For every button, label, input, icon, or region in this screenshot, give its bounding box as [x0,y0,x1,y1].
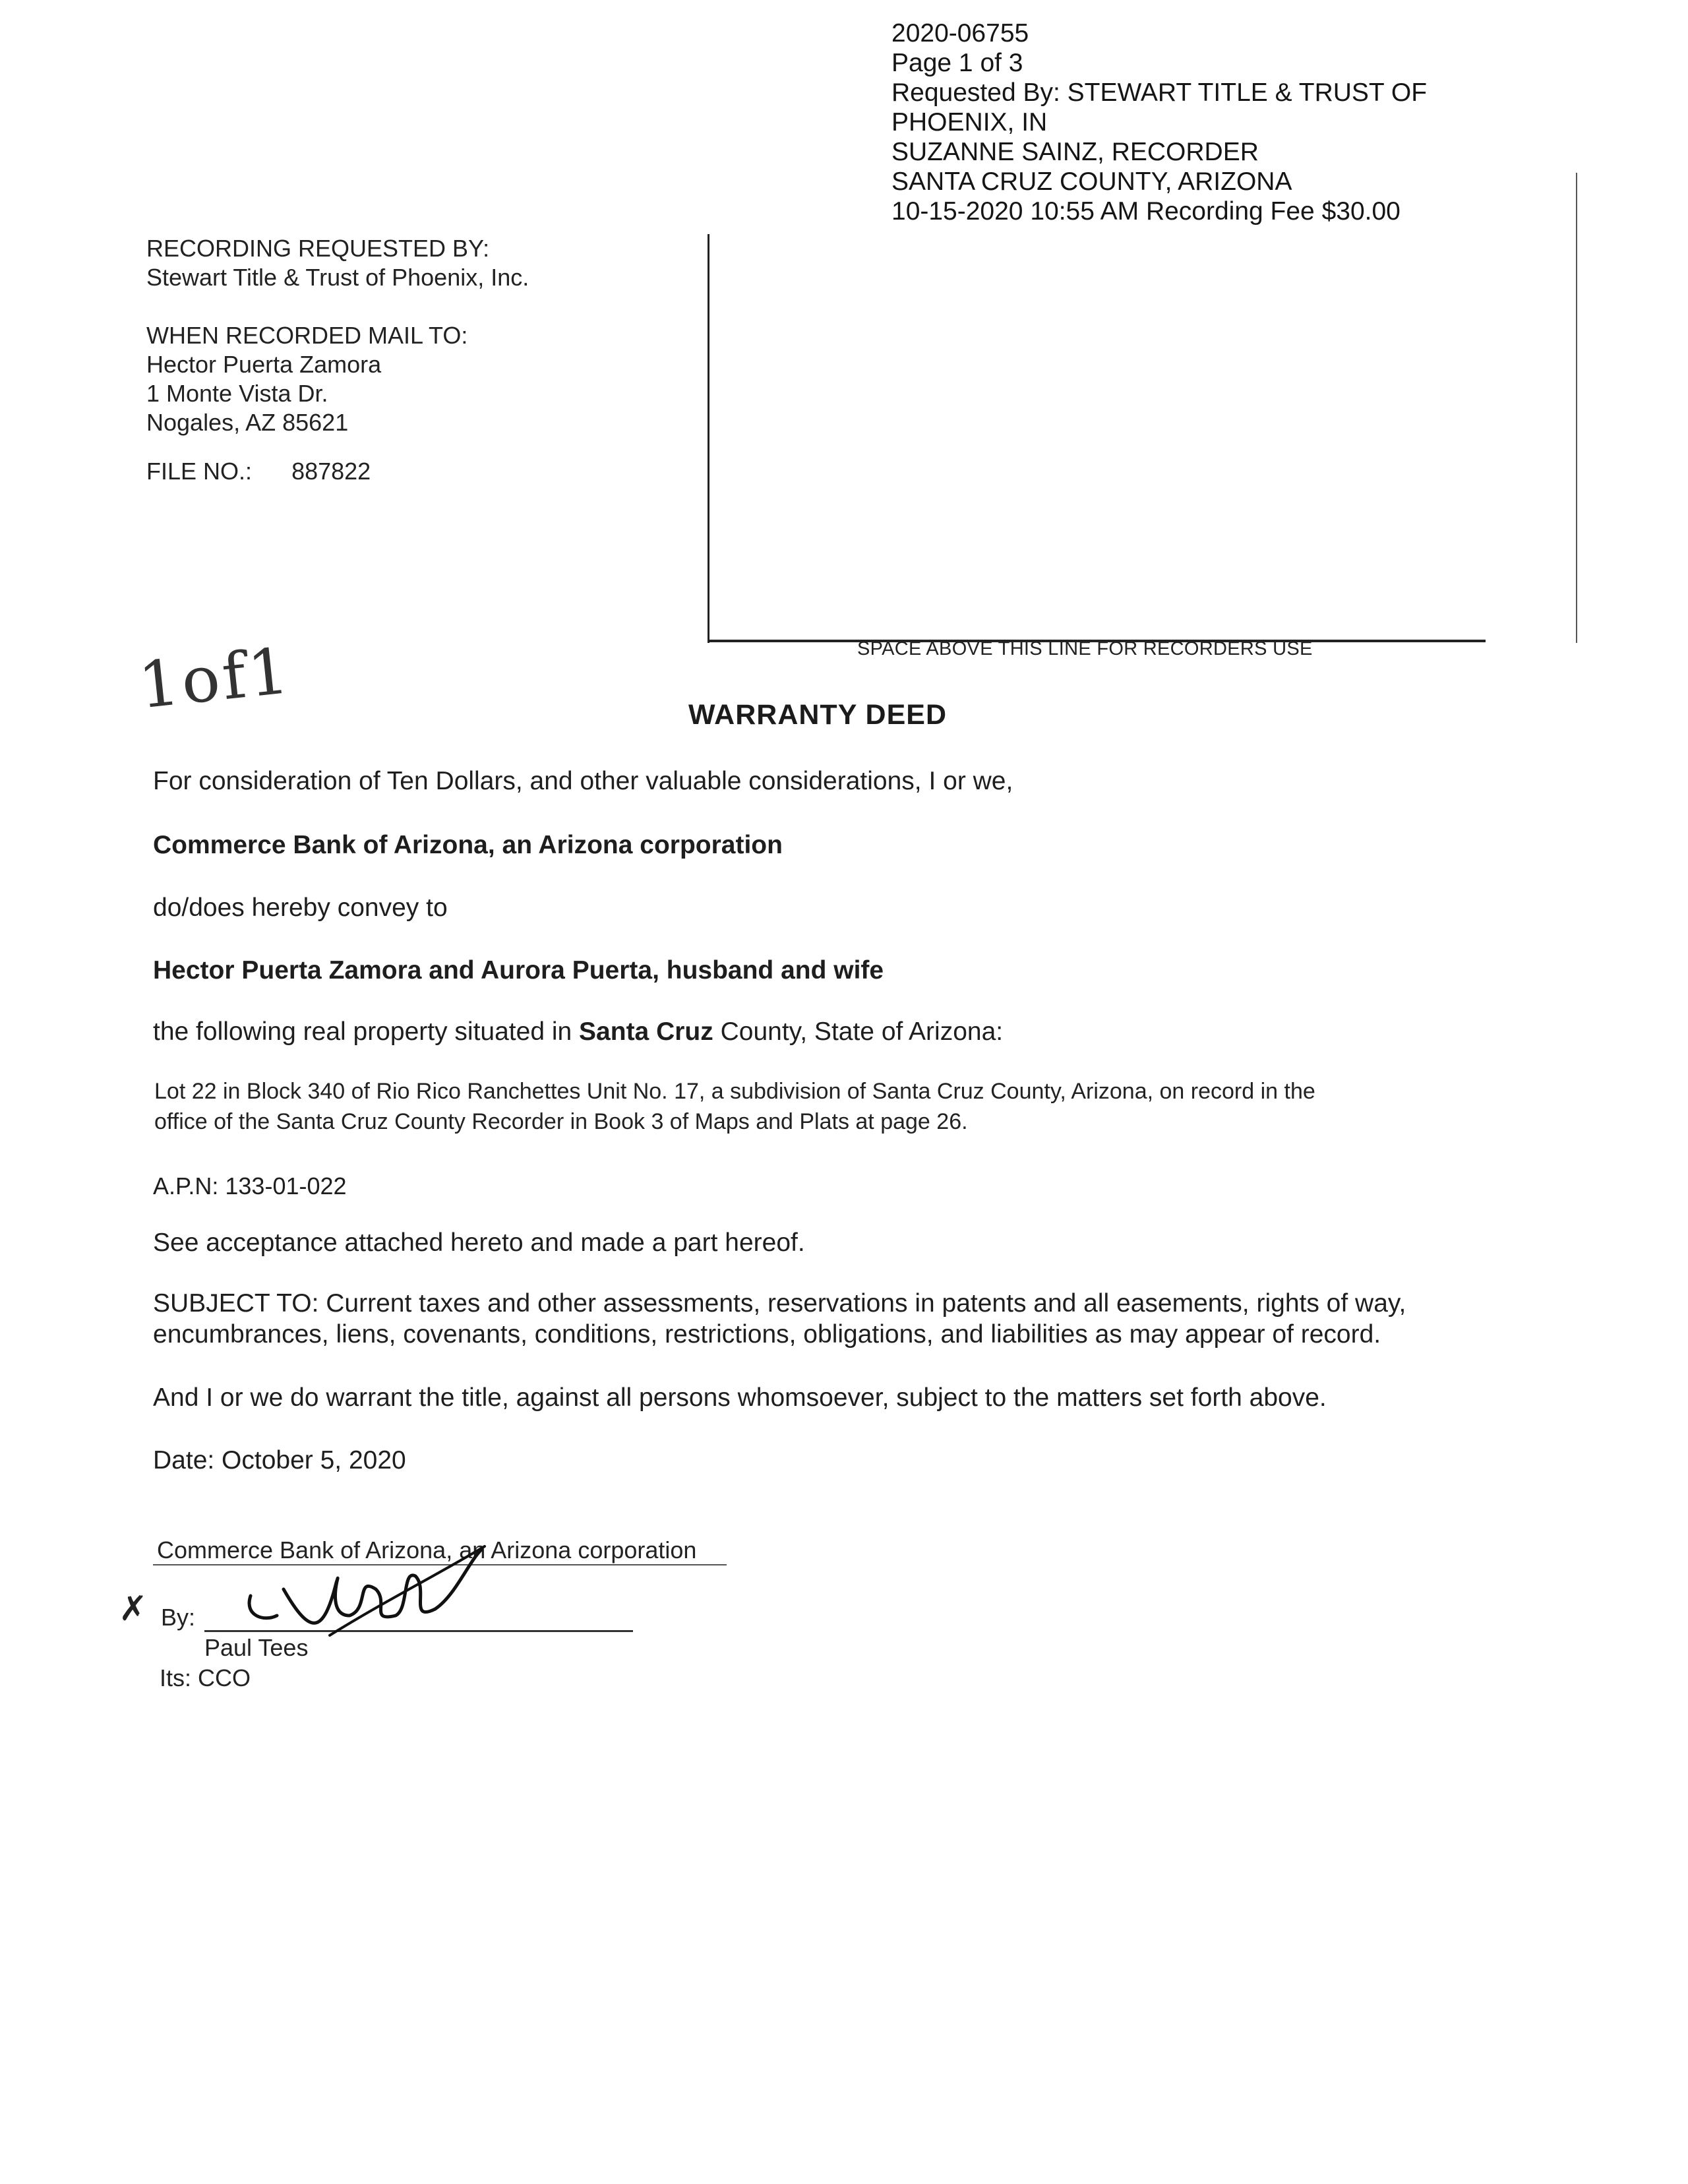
warrant-text: And I or we do warrant the title, against all persons whomsoever, subject to the matters set forth above. [153,1383,1327,1412]
handwritten-page-note: 1of1 [135,633,295,723]
recording-requested-value: Stewart Title & Trust of Phoenix, Inc. [146,264,529,291]
property-county: Santa Cruz [579,1017,713,1046]
signer-name: Paul Tees [204,1634,309,1661]
subject-to-line-2: encumbrances, liens, covenants, conditions, restrictions, obligations, and liabilities as may appear of record. [153,1320,1381,1349]
legal-description-line-1: Lot 22 in Block 340 of Rio Rico Ranchettes Unit No. 17, a subdivision of Santa Cruz County, Arizona, on record in the [154,1079,1315,1104]
legal-description [154,1076,1315,1137]
right-margin-line [1576,173,1577,643]
signature-entity: Commerce Bank of Arizona, an Arizona corporation [157,1536,697,1563]
recorded-datetime-fee: 10-15-2020 10:55 AM Recording Fee $30.00 [891,197,1401,226]
handwritten-signature [237,1536,488,1649]
property-location-text [153,1017,1003,1046]
property-location-suffix: County, State of Arizona: [713,1017,1004,1046]
consideration-text: For consideration of Ten Dollars, and other valuable considerations, I or we, [153,767,1013,795]
grantor-name: Commerce Bank of Arizona, an Arizona corporation [153,831,783,859]
requested-by-line-2: PHOENIX, IN [891,108,1048,136]
signer-title: Its: CCO [160,1664,251,1691]
apn-number: A.P.N: 133-01-022 [153,1172,347,1199]
subject-to-line-1: SUBJECT TO: Current taxes and other assessments, reservations in patents and all easements, rights of way, [153,1289,1406,1318]
mail-to-city: Nogales, AZ 85621 [146,409,349,436]
acceptance-text: See acceptance attached hereto and made a part hereof. [153,1228,805,1257]
legal-description-line-2: office of the Santa Cruz County Recorder in Book 3 of Maps and Plats at page 26. [154,1109,968,1134]
recording-box-divider [708,234,709,643]
file-number-value: 887822 [291,458,371,485]
file-number-label: FILE NO.: [146,458,253,485]
mail-to-label: WHEN RECORDED MAIL TO: [146,322,468,349]
recorders-use-note: SPACE ABOVE THIS LINE FOR RECORDERS USE [857,638,1313,659]
by-label: By: [161,1604,196,1631]
recording-info-block [146,234,529,486]
sign-here-mark: ✗ [119,1589,148,1629]
requested-by-line-1: Requested By: STEWART TITLE & TRUST OF [891,78,1428,107]
recording-requested-label: RECORDING REQUESTED BY: [146,235,490,262]
document-title: WARRANTY DEED [688,699,948,731]
grantee-name: Hector Puerta Zamora and Aurora Puerta, husband and wife [153,956,884,985]
property-location-prefix: the following real property situated in [153,1017,580,1046]
mail-to-street: 1 Monte Vista Dr. [146,380,328,407]
document-number: 2020-06755 [891,19,1029,47]
recorder-county: SANTA CRUZ COUNTY, ARIZONA [891,167,1292,196]
file-number-row [146,457,529,486]
recorder-stamp [891,18,1427,226]
recorder-name: SUZANNE SAINZ, RECORDER [891,138,1259,166]
page-count: Page 1 of 3 [891,49,1023,77]
convey-text: do/does hereby convey to [153,894,448,922]
deed-date: Date: October 5, 2020 [153,1446,406,1474]
mail-to-name: Hector Puerta Zamora [146,351,382,378]
